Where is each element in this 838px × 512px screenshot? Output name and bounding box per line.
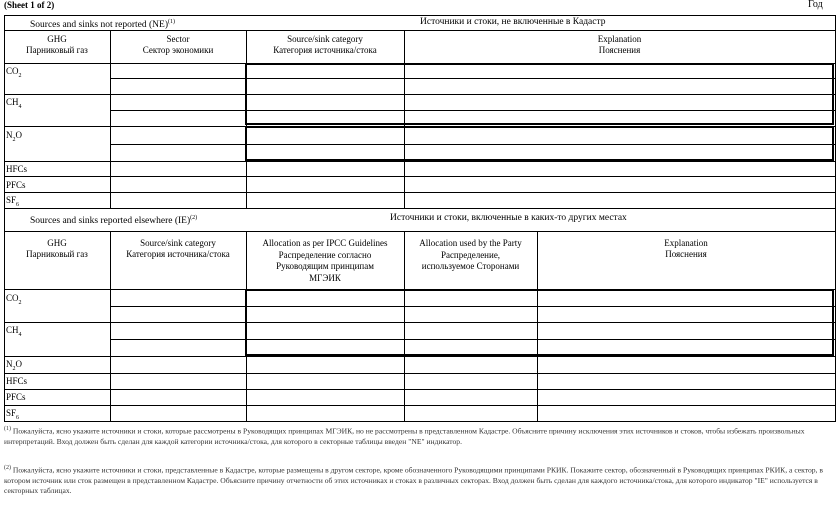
ie-header-party-3: используемое Сторонами [421, 261, 520, 271]
ne-header-ghg-ru: Парниковый газ [26, 45, 88, 55]
ie-header-party-1: Allocation used by the Party [419, 238, 522, 248]
ie-gas-co2: $CO_2$ [6, 293, 22, 306]
year-label: Год [808, 0, 823, 10]
ie-gas-pfcs: PFCs [6, 392, 26, 402]
ne-title-en: Sources and sinks not reported (NE)$^{(1)}$ [30, 19, 175, 31]
ne-header-explanation-ru: Пояснения [598, 45, 641, 55]
ne-gas-pfcs: PFCs [6, 180, 26, 190]
ne-header-sector-en: Sector [166, 34, 190, 44]
ne-gas-sf6: $SF_6$ [6, 195, 20, 208]
ne-title-ru: Источники и стоки, не включенные в Кадастр [420, 17, 606, 27]
ne-header-sector-ru: Сектор экономики [142, 45, 214, 55]
ie-title-en: Sources and sinks reported elsewhere (IE)$^{(2)}$ [30, 215, 198, 227]
ne-header-ghg-en: GHG [47, 34, 67, 44]
ne-gas-n2o: $N_2O$ [6, 130, 22, 143]
ie-gas-hfcs: HFCs [6, 376, 28, 386]
ie-gas-sf6: $SF_6$ [6, 408, 20, 421]
ne-header-explanation-en: Explanation [597, 34, 642, 44]
ie-header-category-en: Source/sink category [140, 238, 216, 248]
ie-header-ipcc-3: Руководящим принципам [276, 261, 374, 271]
ie-header-ghg-en: GHG [47, 238, 67, 248]
ie-gas-ch4: $CH_4$ [6, 325, 22, 338]
ie-title-ru: Источники и стоки, включенные в каких-то других местах [390, 213, 627, 223]
ne-header-category-ru: Категория источника/стока [273, 45, 377, 55]
ie-header-ghg-ru: Парниковый газ [26, 249, 88, 259]
ne-gas-co2: $CO_2$ [6, 66, 22, 79]
ie-header-explanation-ru: Пояснения [665, 249, 707, 259]
ie-header-ipcc-4: МГЭИК [309, 273, 341, 283]
footnote-1: $^{(1)}$ Пожалуйста, ясно укажите источники и стоки, которые рассмотрены в Руководящих принципах МГЭИК, но не рассмотрены в представленном Кадастре. Объясните причину исключения этих источников и стоков, чтобы избежать произвольных интерпретаций. Вход должен быть сделан для каждой категории источника/стока, для которого в секторные таблицы введен "NE" индикатор. [4, 426, 805, 446]
ie-header-category-ru: Категория источника/стока [126, 249, 230, 259]
ne-gas-hfcs: HFCs [6, 164, 28, 174]
ne-gas-ch4: $CH_4$ [6, 97, 22, 110]
ie-header-ipcc-1: Allocation as per IPCC Guidelines [262, 238, 388, 248]
footnote-2: $^{(2)}$ Пожалуйста, ясно укажите источники и стоки, представленные в Кадастре, которые размещены в другом секторе, кроме обозначенного Руководящими принципами РКИК. Покажите сектор, обозначенный в Руководящих принципах РКИК, а сектор, в котором источник или сток размещен в представленном Кадастре. Объясните причину отчетности об этих источниках и стоках в различных секторах. Вход должен быть сделан для каждого источника/стока, для которого индикатор "IE" используется в секторных таблицах. [4, 465, 823, 495]
ie-gas-n2o: $N_2O$ [6, 359, 22, 372]
ie-header-party-2: Распределение, [440, 250, 501, 260]
ie-header-ipcc-2: Распределение согласно [278, 250, 372, 260]
ie-header-explanation-en: Explanation [664, 238, 708, 248]
ne-header-category-en: Source/sink category [287, 34, 363, 44]
sheet-label: (Sheet 1 of 2) [4, 0, 55, 10]
